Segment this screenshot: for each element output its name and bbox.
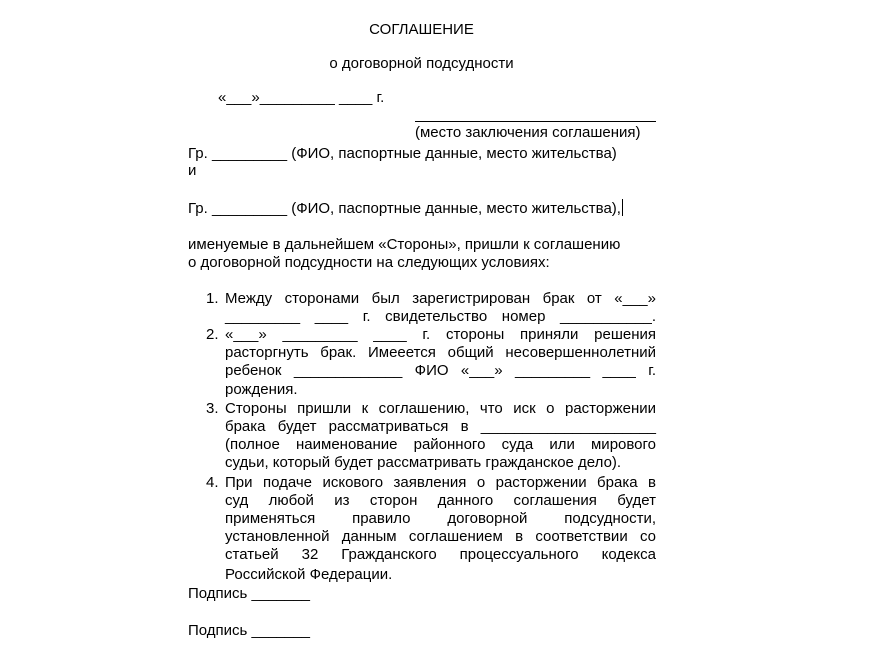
clause-number: 3. [206,400,219,417]
clause-line: Российской Федерации. [225,566,393,583]
document-title: СОГЛАШЕНИЕ [369,21,474,38]
conjunction: и [188,162,197,179]
party-1: Гр. _________ (ФИО, паспортные данные, место жительства) [188,145,617,162]
party-2-text: Гр. _________ (ФИО, паспортные данные, место жительства), [188,200,621,217]
clause-line: установленной данным соглашением в соответствии со [225,528,656,545]
clause-line: суд любой из сторон данного соглашения будет [225,492,656,509]
clause-line: (полное наименование районного суда или мирового [225,436,656,453]
clause-line: рождения. [225,381,298,398]
clause-number: 1. [206,290,219,307]
clause-line: _________ ____ г. свидетельство номер ___________. [225,308,656,325]
place-label: (место заключения соглашения) [415,124,641,141]
clause-line: судьи, который будет рассматривать гражданское дело). [225,454,622,471]
clause-line: «___» _________ ____ г. стороны приняли решения [225,326,656,343]
signature-line: Подпись _______ [188,585,310,602]
preamble-line: о договорной подсудности на следующих условиях: [188,254,550,271]
clause-line: расторгнуть брак. Имееется общий несовершеннолетний [225,344,656,361]
clause-line: применяться правило договорной подсудности, [225,510,656,527]
place-blank-line [415,121,656,122]
document-subtitle: о договорной подсудности [329,55,514,72]
clause-line: статьей 32 Гражданского процессуального кодекса [225,546,656,563]
date-line: «___»_________ ____ г. [218,89,385,106]
clause-number: 4. [206,474,219,491]
clause-line: брака будет рассматриваться в _____________________ [225,418,656,435]
clause-line: Стороны пришли к соглашению, что иск о расторжении [225,400,656,417]
text-cursor [622,199,623,216]
clause-line: При подаче искового заявления о расторжении брака в [225,474,656,491]
party-2 [188,199,623,218]
clause-number: 2. [206,326,219,343]
clause-line: ребенок _____________ ФИО «___» _________ ____ г. [225,362,656,379]
preamble-line: именуемые в дальнейшем «Стороны», пришли к соглашению [188,236,621,253]
clause-line: Между сторонами был зарегистрирован брак от «___» [225,290,656,307]
signature-line: Подпись _______ [188,622,310,639]
